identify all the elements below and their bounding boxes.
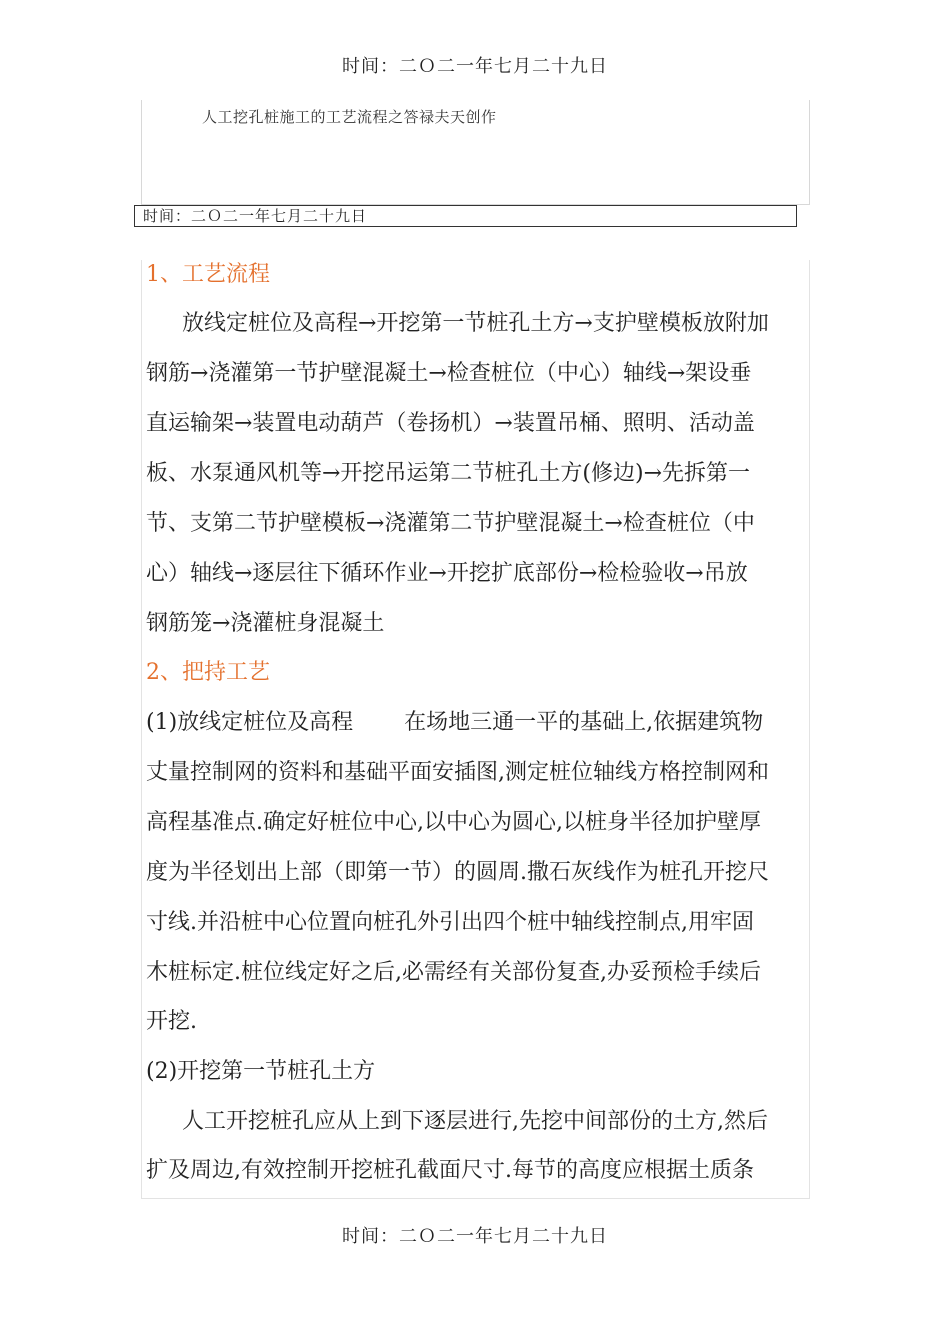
document-body bbox=[141, 260, 810, 1199]
paragraph-line: 板、水泵通风机等→开挖吊运第二节桩孔土方(修边)→先拆第一 bbox=[146, 461, 751, 486]
paragraph-line: 度为半径划出上部（即第一节）的圆周.撒石灰线作为桩孔开挖尺 bbox=[146, 860, 769, 885]
subsection-heading: (2)开挖第一节桩孔土方 bbox=[146, 1059, 376, 1084]
paragraph-line: 钢筋→浇灌第一节护壁混凝土→检查桩位（中心）轴线→架设垂 bbox=[146, 361, 752, 386]
paragraph-line: 节、支第二节护壁模板→浇灌第二节护壁混凝土→检查桩位（中 bbox=[146, 511, 755, 536]
paragraph-line: 高程基准点.确定好桩位中心,以中心为圆心,以桩身半径加护壁厚 bbox=[146, 810, 761, 835]
paragraph-line: (1)放线定桩位及高程 在场地三通一平的基础上,依据建筑物 bbox=[146, 710, 764, 735]
paragraph-line: 心）轴线→逐层往下循环作业→开挖扩底部份→检检验收→吊放 bbox=[146, 561, 748, 586]
paragraph-line: 木桩标定.桩位线定好之后,必需经有关部份复查,办妥预检手续后 bbox=[146, 960, 761, 985]
section-heading-process: 1、工艺流程 bbox=[146, 262, 270, 287]
section-heading-operation: 2、把持工艺 bbox=[146, 660, 270, 685]
page-footer: 时间：二Ｏ二一年七月二十九日 bbox=[342, 1226, 608, 1247]
paragraph-line: 寸线.并沿桩中心位置向桩孔外引出四个桩中轴线控制点,用牢固 bbox=[146, 910, 754, 935]
paragraph-line: 钢筋笼→浇灌桩身混凝土 bbox=[146, 611, 385, 636]
paragraph-line: 放线定桩位及高程→开挖第一节桩孔土方→支护壁模板放附加 bbox=[182, 311, 769, 336]
time-box: 时间：二Ｏ二一年七月二十九日 bbox=[134, 205, 797, 227]
paragraph-line: 直运输架→装置电动葫芦（卷扬机）→装置吊桶、照明、活动盖 bbox=[146, 411, 755, 436]
paragraph-line: 开挖. bbox=[146, 1009, 197, 1034]
paragraph-line: 丈量控制网的资料和基础平面安插图,测定桩位轴线方格控制网和 bbox=[146, 760, 769, 785]
document-title: 人工挖孔桩施工的工艺流程之答禄夫天创作 bbox=[202, 108, 497, 126]
paragraph-line: 人工开挖桩孔应从上到下逐层进行,先挖中间部份的土方,然后 bbox=[182, 1109, 768, 1134]
page-header: 时间：二Ｏ二一年七月二十九日 bbox=[342, 56, 608, 77]
paragraph-line: 扩及周边,有效控制开挖桩孔截面尺寸.每节的高度应根据土质条 bbox=[146, 1158, 754, 1183]
